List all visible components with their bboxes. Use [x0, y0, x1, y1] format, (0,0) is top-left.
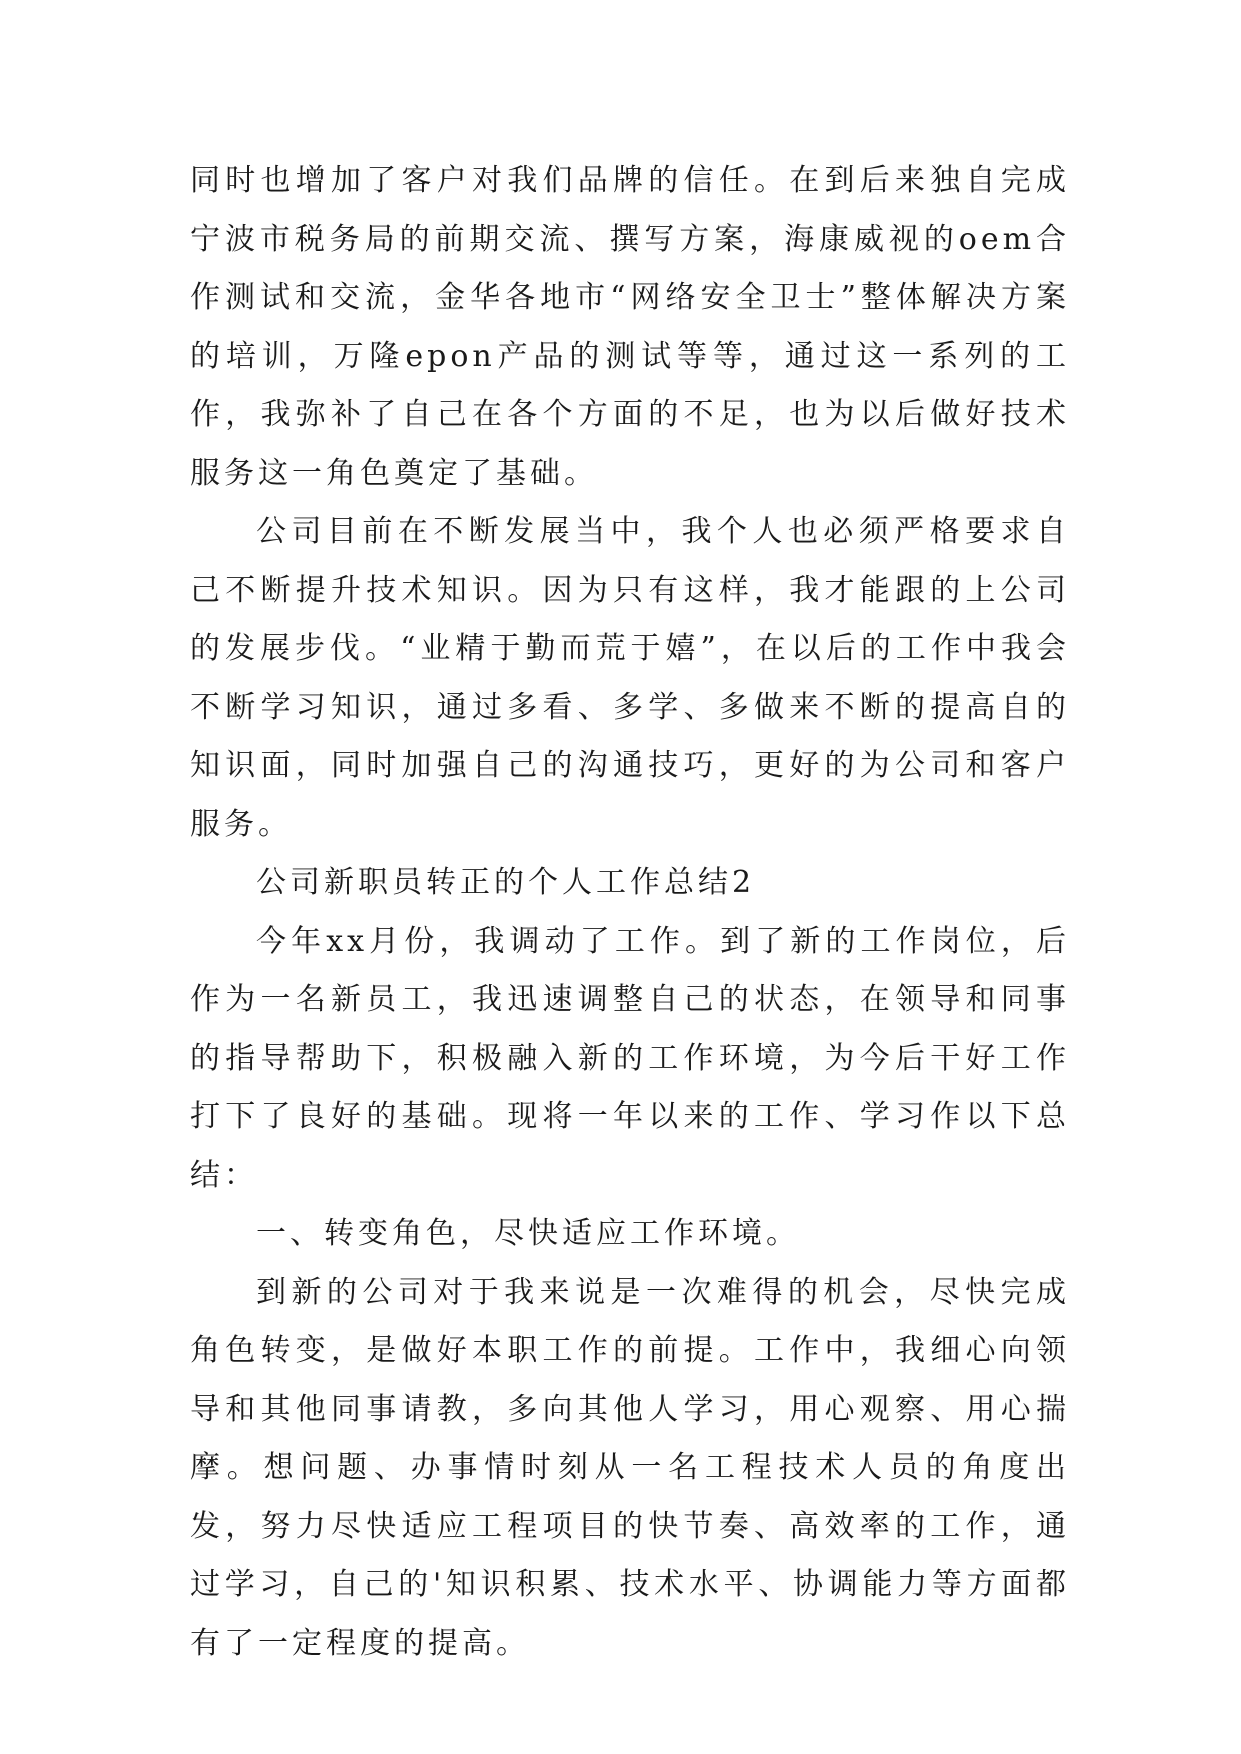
paragraph-intro: 今年xx月份，我调动了工作。到了新的工作岗位，后作为一名新员工，我迅速调整自己的状态，在领导和同事的指导帮助下，积极融入新的工作环境，为今后干好工作打下了良好的基础。现将一年以来的工作、学习作以下总结： — [190, 923, 1070, 1193]
section-heading: 公司新职员转正的个人工作总结2 — [256, 865, 756, 900]
subheading-role-change: 一、转变角色，尽快适应工作环境。 — [256, 1216, 800, 1251]
paragraph-role-change: 到新的公司对于我来说是一次难得的机会，尽快完成角色转变，是做好本职工作的前提。工作中，我细心向领导和其他同事请教，多向其他人学习，用心观察、用心揣摩。想问题、办事情时刻从一名工程技术人员的角度出发，努力尽快适应工程项目的快节奏、高效率的工作，通过学习，自己的'知识积累、技术水平、协调能力等方面都有了一定程度的提高。 — [190, 1274, 1070, 1661]
paragraph-continuation: 同时也增加了客户对我们品牌的信任。在到后来独自完成宁波市税务局的前期交流、撰写方案，海康威视的oem合作测试和交流，金华各地市“网络安全卫士”整体解决方案的培训，万隆epon产品的测试等等，通过这一系列的工作，我弥补了自己在各个方面的不足，也为以后做好技术服务这一角色奠定了基础。 — [190, 163, 1070, 491]
paragraph-development: 公司目前在不断发展当中，我个人也必须严格要求自己不断提升技术知识。因为只有这样，我才能跟的上公司的发展步伐。“业精于勤而荒于嬉”，在以后的工作中我会不断学习知识，通过多看、多学、多做来不断的提高自的知识面，同时加强自己的沟通技巧，更好的为公司和客户服务。 — [190, 514, 1070, 842]
document-body — [190, 152, 1070, 1673]
